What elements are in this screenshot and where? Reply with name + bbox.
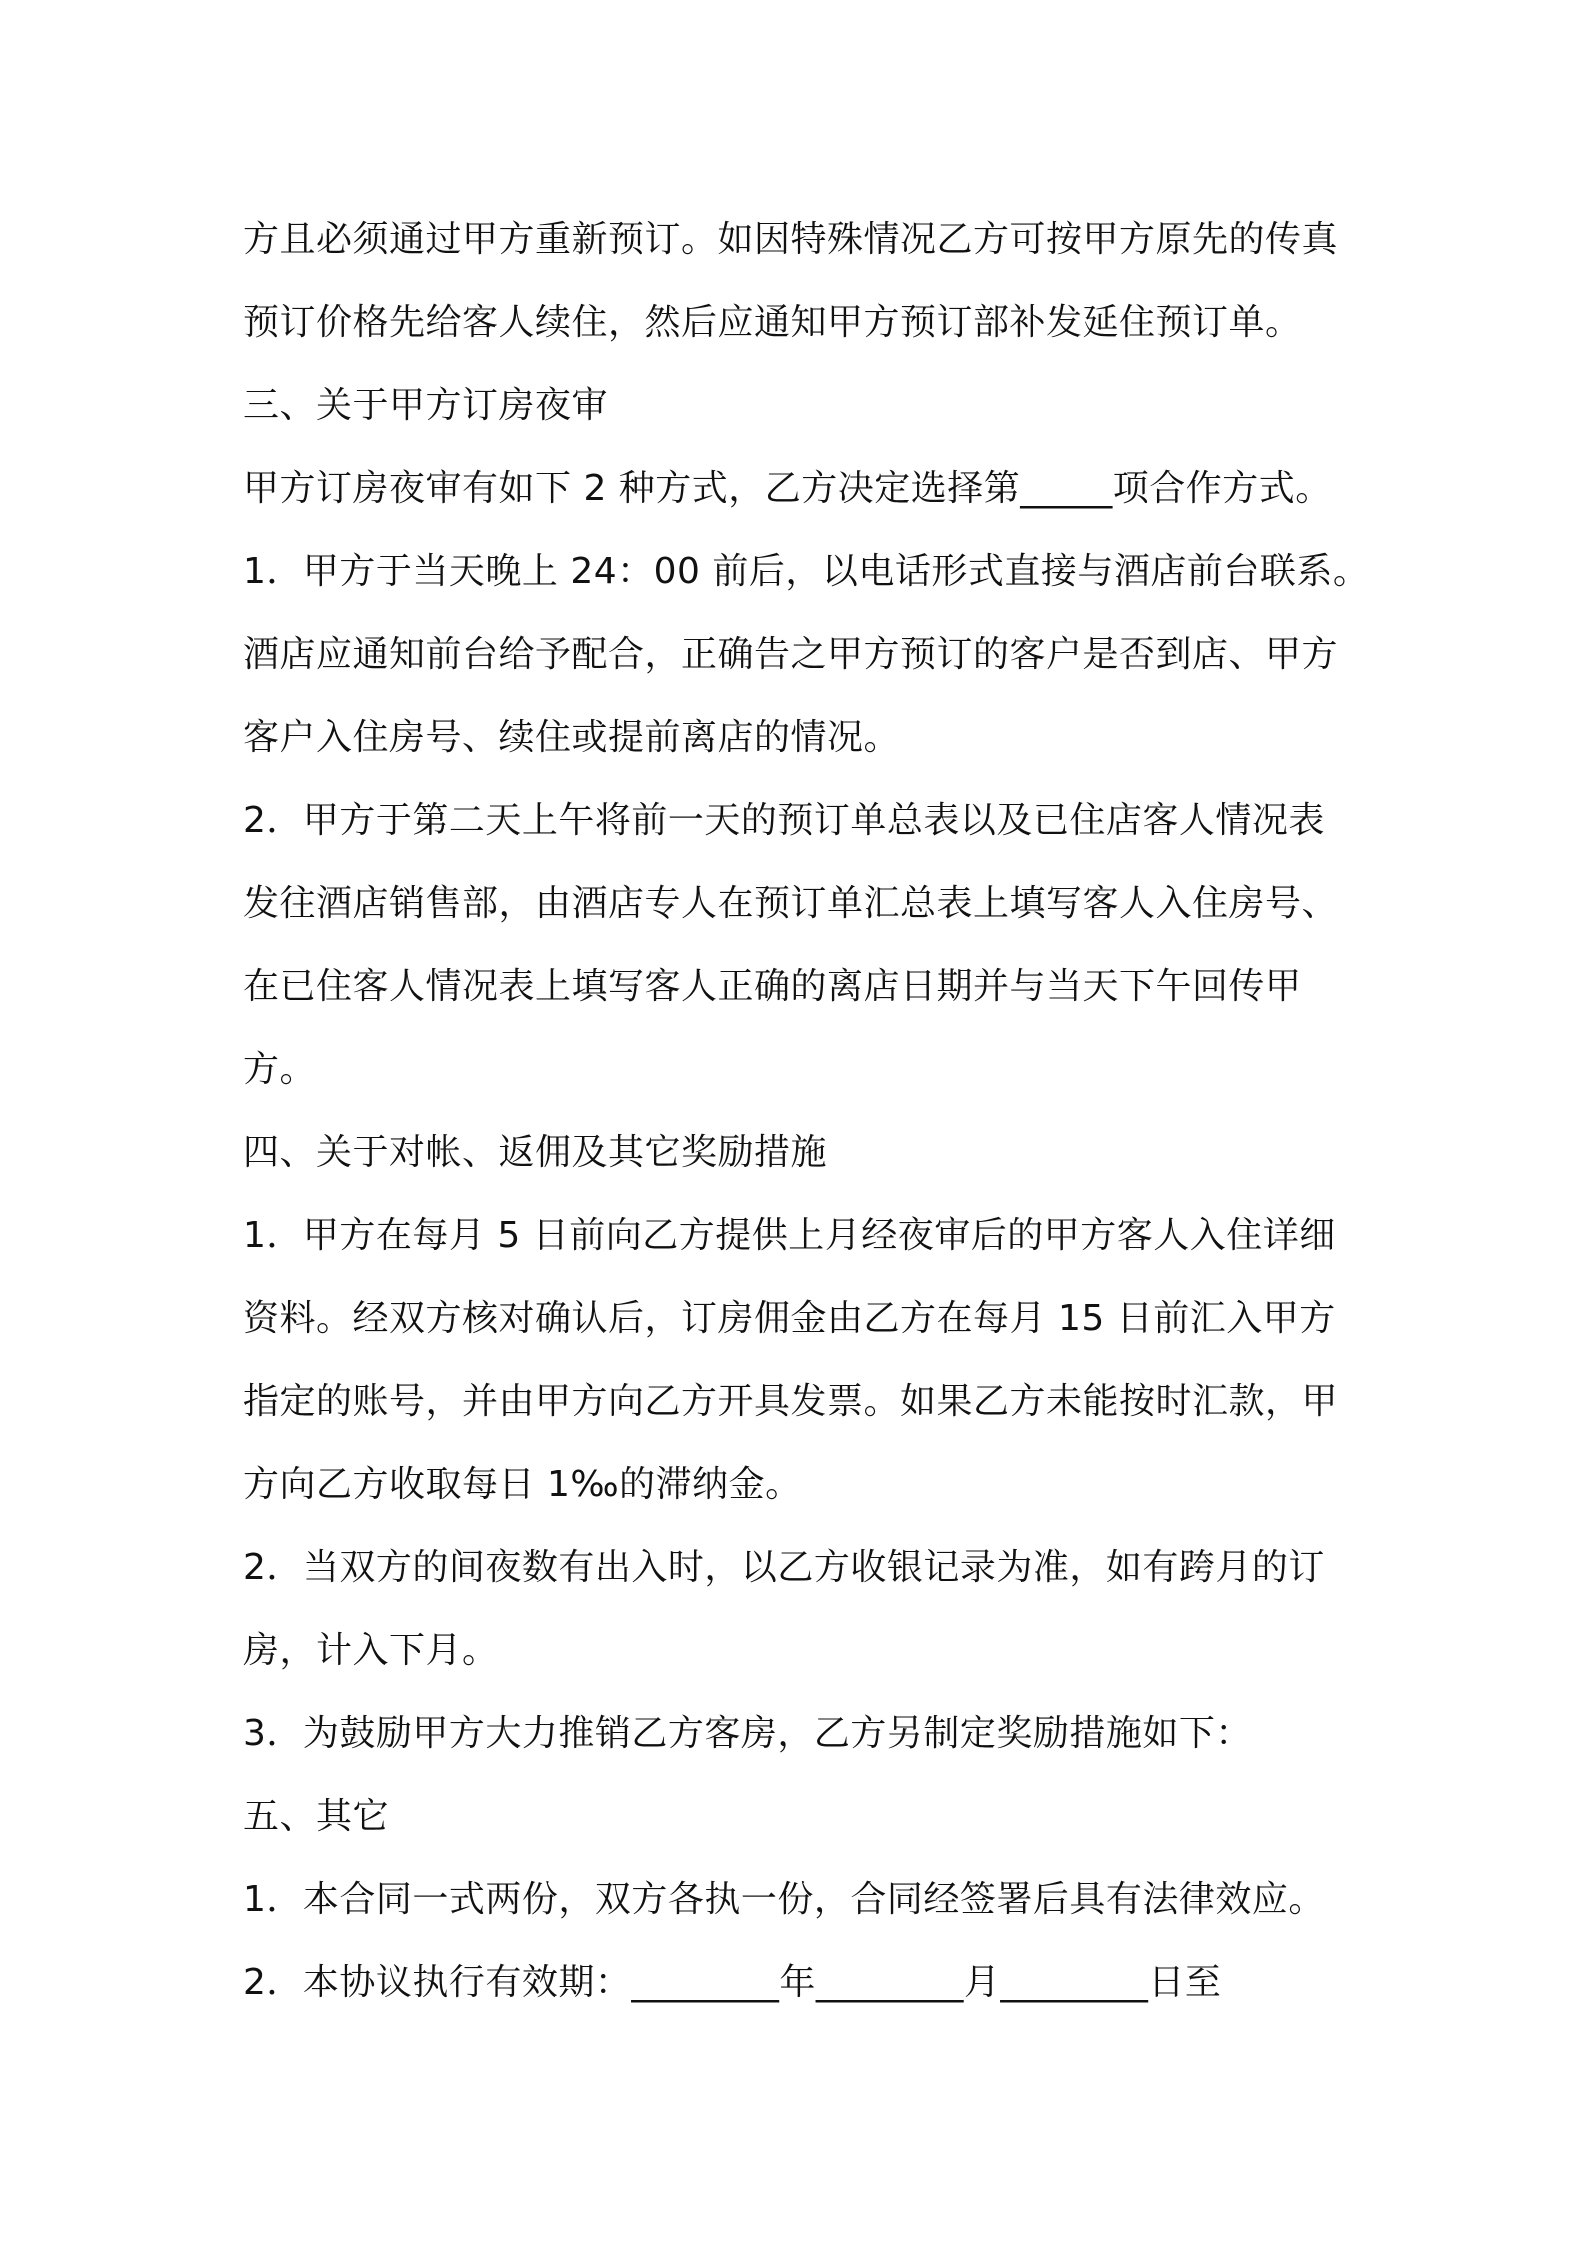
body-line: 甲方订房夜审有如下 2 种方式，乙方决定选择第_____项合作方式。 [243, 468, 1332, 509]
document-body [243, 198, 1370, 2024]
body-line: 方且必须通过甲方重新预订。如因特殊情况乙方可按甲方原先的传真 [243, 219, 1339, 260]
body-line: 方向乙方收取每日 1‰的滞纳金。 [243, 1464, 802, 1505]
body-line: 3．为鼓励甲方大力推销乙方客房，乙方另制定奖励措施如下： [243, 1713, 1252, 1754]
body-line: 预订价格先给客人续住，然后应通知甲方预订部补发延住预订单。 [243, 302, 1302, 343]
body-line: 资料。经双方核对确认后，订房佣金由乙方在每月 15 日前汇入甲方 [243, 1298, 1336, 1339]
body-line: 2．本协议执行有效期：________年________月________日至 [243, 1962, 1222, 2003]
body-line: 客户入住房号、续住或提前离店的情况。 [243, 717, 901, 758]
body-line: 指定的账号，并由甲方向乙方开具发票。如果乙方未能按时汇款，甲 [243, 1381, 1339, 1422]
body-line: 方。 [243, 1049, 317, 1090]
body-line: 酒店应通知前台给予配合，正确告之甲方预订的客户是否到店、甲方 [243, 634, 1339, 675]
body-line: 1．本合同一式两份，双方各执一份，合同经签署后具有法律效应。 [243, 1879, 1325, 1920]
body-line: 1．甲方于当天晚上 24：00 前后，以电话形式直接与酒店前台联系。 [243, 551, 1370, 592]
section-heading: 四、关于对帐、返佣及其它奖励措施 [243, 1132, 828, 1173]
body-line: 发往酒店销售部，由酒店专人在预订单汇总表上填写客人入住房号、 [243, 883, 1339, 924]
body-line: 2．当双方的间夜数有出入时，以乙方收银记录为准，如有跨月的订 [243, 1547, 1325, 1588]
section-heading: 三、关于甲方订房夜审 [243, 385, 609, 426]
body-line: 1．甲方在每月 5 日前向乙方提供上月经夜审后的甲方客人入住详细 [243, 1215, 1336, 1256]
body-line: 2．甲方于第二天上午将前一天的预订单总表以及已住店客人情况表 [243, 800, 1325, 841]
body-line: 房，计入下月。 [243, 1630, 499, 1671]
body-line: 在已住客人情况表上填写客人正确的离店日期并与当天下午回传甲 [243, 966, 1302, 1007]
section-heading: 五、其它 [243, 1796, 390, 1837]
